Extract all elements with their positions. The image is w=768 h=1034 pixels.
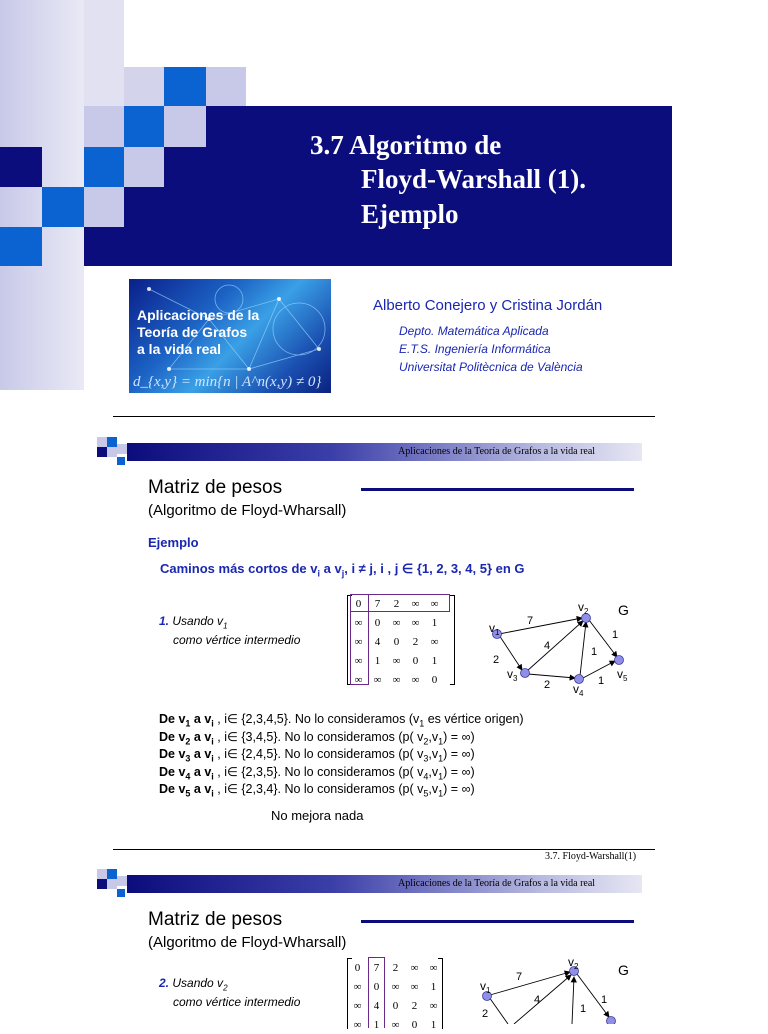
edge-v3-v2	[527, 621, 583, 671]
step-2-label	[159, 976, 300, 1010]
matrix-cell: 2	[412, 635, 419, 648]
book-cover-image	[129, 279, 331, 393]
analysis-sub: i	[211, 736, 214, 746]
analysis-sub: 1	[419, 718, 425, 729]
statement-sub: j	[341, 568, 345, 579]
analysis-line	[159, 746, 475, 764]
edge-v4-v2	[572, 977, 574, 1024]
edge-v1-v3	[499, 635, 522, 670]
slide-header: Aplicaciones de la Teoría de Grafos a la vida real	[398, 878, 596, 889]
header-decor-square	[97, 869, 107, 879]
matrix-cell: ∞	[430, 635, 439, 648]
matrix-cell: ∞	[391, 980, 400, 993]
matrix-cell: 0	[373, 980, 380, 993]
matrix-cell: 0	[374, 616, 381, 629]
step-sub: 2	[223, 983, 228, 993]
vertex-label: $v_2$	[578, 600, 589, 616]
decor-square	[124, 106, 164, 147]
matrix-cell: 0	[354, 961, 361, 974]
decor-square	[206, 67, 246, 106]
vertex-v5	[615, 656, 624, 665]
header-decor-square	[97, 879, 107, 889]
analysis-text: ) = ∞)	[443, 782, 475, 796]
matrix-cell: 4	[373, 999, 380, 1012]
analysis-line	[159, 711, 524, 729]
edge-weight: 2	[482, 1008, 489, 1020]
header-decor-square	[107, 879, 117, 889]
edge-weight: 1	[598, 675, 605, 687]
analysis-sub: 1	[438, 788, 444, 799]
vertex-v3	[521, 669, 530, 678]
analysis-sub: i	[211, 771, 214, 781]
slide-subtitle: (Algoritmo de Floyd-Wharsall)	[148, 502, 347, 519]
header-decor-square	[117, 876, 127, 886]
analysis-line	[159, 764, 475, 782]
edge-v1-v2	[490, 972, 570, 995]
matrix-cell: 7	[373, 961, 380, 974]
step-1-label	[159, 614, 300, 648]
matrix-cell: ∞	[429, 999, 438, 1012]
matrix-cell: ∞	[353, 1018, 362, 1031]
matrix-cell: 0	[392, 999, 399, 1012]
step-text: Usando v	[172, 614, 224, 628]
matrix-cell: 2	[393, 597, 400, 610]
matrix-cell: 2	[411, 999, 418, 1012]
matrix-cell: 0	[393, 635, 400, 648]
weight-matrix	[349, 594, 444, 689]
decor-square	[84, 0, 124, 106]
step-number: 1.	[159, 614, 170, 628]
decor-square	[42, 187, 84, 227]
matrix-cell: 1	[431, 616, 438, 629]
slide-header: Aplicaciones de la Teoría de Grafos a la vida real	[398, 446, 596, 457]
matrix-cell: ∞	[353, 999, 362, 1012]
analysis-text: De v	[159, 782, 186, 796]
statement-sub: i	[317, 568, 321, 579]
title-rule	[361, 920, 634, 923]
vertex-label: $v_1$	[480, 979, 491, 995]
matrix-cell: ∞	[429, 961, 438, 974]
analysis-text: De v	[159, 729, 186, 744]
affiliation-university: Universitat Politècnica de València	[399, 360, 583, 374]
matrix-cell: ∞	[411, 597, 420, 610]
vertex-label: $v_4$	[573, 682, 584, 698]
step-text: como vértice intermedio	[173, 633, 301, 648]
analysis-text: a v	[190, 729, 212, 744]
matrix-cell: ∞	[354, 673, 363, 686]
vertex-label: $v_5$	[617, 667, 628, 683]
header-decor-square	[97, 437, 107, 447]
step-text: como vértice intermedio	[173, 995, 301, 1010]
slide-title: Matriz de pesos	[148, 477, 283, 498]
header-decor-square	[107, 447, 117, 457]
edge-weight: 1	[612, 629, 619, 641]
analysis-line	[159, 729, 475, 747]
book-cover-line: Aplicaciones de la	[137, 307, 260, 323]
edge-weight: 7	[527, 615, 534, 627]
example-label: Ejemplo	[148, 535, 199, 550]
matrix-cell: ∞	[410, 961, 419, 974]
analysis-sub: 2	[185, 736, 191, 746]
analysis-text: a v	[190, 782, 212, 796]
analysis-text: , i∈ {3,4,5}. No lo consideramos (p( v	[213, 729, 424, 744]
analysis-text: a v	[190, 712, 212, 726]
matrix-cell: ∞	[354, 654, 363, 667]
vertex-label: $v_3$	[507, 667, 518, 683]
decor-square	[0, 227, 42, 266]
matrix-cell: ∞	[411, 616, 420, 629]
edge-v4-v2	[580, 622, 586, 676]
header-decor-square	[107, 437, 117, 447]
slide-footer: 3.7. Floyd-Warshall(1)	[545, 851, 637, 862]
edge-weight: 1	[601, 994, 608, 1006]
graph-name: G	[618, 962, 629, 978]
footer-divider	[113, 849, 655, 850]
decor-square	[0, 147, 42, 187]
matrix-cell: 1	[430, 980, 437, 993]
edge-weight: 4	[534, 994, 541, 1006]
slide-subtitle: (Algoritmo de Floyd-Wharsall)	[148, 934, 347, 951]
analysis-text: ) = ∞)	[443, 729, 475, 744]
decor-square	[84, 106, 124, 147]
book-cover-formula: d_{x,y} = min{n | A^n(x,y) ≠ 0}	[133, 374, 322, 390]
analysis-text: , i∈ {2,3,5}. No lo consideramos (p( v	[213, 764, 424, 779]
analysis-text: , i∈ {2,4,5}. No lo consideramos (p( v	[213, 747, 424, 761]
edge-v1-v2	[499, 618, 582, 634]
edge-v1-v3	[489, 997, 508, 1024]
header-decor-square	[97, 447, 107, 457]
analysis-sub: 1	[185, 718, 191, 729]
decor-square	[124, 147, 164, 187]
slide-divider	[113, 416, 655, 417]
analysis-text: , i∈ {2,3,4}. No lo consideramos (p( v	[213, 782, 424, 796]
header-decor-square	[117, 889, 125, 897]
slide-title-line-1: 3.7 Algoritmo de	[310, 130, 502, 160]
step-text: Usando v	[172, 976, 224, 990]
analysis-text: De v	[159, 764, 186, 779]
analysis-text: , i∈ {2,3,4,5}. No lo consideramos (v	[213, 712, 420, 726]
analysis-text: es vértice origen)	[424, 712, 524, 726]
title-banner	[84, 106, 672, 266]
analysis-sub: 3	[185, 753, 191, 764]
matrix-bracket-right	[450, 595, 455, 685]
matrix-cell: 0	[355, 597, 362, 610]
matrix-cell: ∞	[411, 673, 420, 686]
graph-name: G	[618, 602, 629, 618]
analysis-text: ) = ∞)	[443, 764, 475, 779]
analysis-sub: 4	[185, 771, 191, 781]
analysis-sub: 5	[185, 788, 191, 799]
edge-weight: 1	[591, 646, 598, 658]
analysis-sub: i	[211, 718, 214, 729]
header-decor-square	[107, 869, 117, 879]
matrix-cell: 1	[430, 1018, 437, 1031]
matrix-cell: 1	[373, 1018, 380, 1031]
analysis-text: a v	[190, 747, 212, 761]
matrix-cell: ∞	[354, 616, 363, 629]
analysis-sub: 1	[438, 753, 444, 764]
analysis-text: De v	[159, 747, 186, 761]
conclusion: No mejora nada	[271, 808, 364, 823]
matrix-cell: ∞	[353, 980, 362, 993]
book-cover-line: Teoría de Grafos	[137, 324, 248, 340]
analysis-sub: i	[211, 788, 214, 799]
statement-text: a v	[320, 561, 342, 576]
matrix-cell: 4	[374, 635, 381, 648]
slide-title-line-2: Floyd-Warshall (1).	[361, 164, 587, 194]
analysis-sub: 5	[423, 788, 429, 799]
affiliation-dept: Depto. Matemática Aplicada	[399, 324, 549, 338]
analysis-line	[159, 781, 475, 799]
decor-square	[84, 147, 124, 187]
edge-weight: 7	[516, 971, 523, 983]
graph-g	[480, 598, 640, 698]
weight-matrix	[348, 958, 443, 1034]
analysis-sub: i	[211, 753, 214, 764]
edge-weight: 1	[580, 1003, 587, 1015]
decor-square	[84, 187, 124, 227]
analysis-sub: 4	[423, 771, 429, 781]
decor-square	[124, 67, 164, 106]
slide-title: Matriz de pesos	[148, 909, 283, 930]
matrix-cell: ∞	[373, 673, 382, 686]
affiliation-school: E.T.S. Ingeniería Informática	[399, 342, 551, 356]
matrix-cell: ∞	[392, 673, 401, 686]
vertex-v5	[607, 1017, 616, 1025]
authors: Alberto Conejero y Cristina Jordán	[373, 297, 603, 314]
matrix-cell: 0	[412, 654, 419, 667]
matrix-cell: ∞	[392, 654, 401, 667]
slide-title-line-3: Ejemplo	[361, 199, 459, 229]
step-sub: 1	[223, 621, 228, 631]
edge-weight: 2	[544, 679, 551, 691]
analysis-text: ,v	[428, 729, 439, 744]
edge-weight: 2	[493, 654, 500, 666]
matrix-cell: 1	[431, 654, 438, 667]
matrix-cell: ∞	[354, 635, 363, 648]
analysis-text: ,v	[428, 747, 439, 761]
matrix-cell: 0	[411, 1018, 418, 1031]
matrix-cell: ∞	[430, 597, 439, 610]
step-number: 2.	[159, 976, 170, 990]
edge-v3-v2	[514, 975, 571, 1024]
edge-weight: 4	[544, 640, 551, 652]
analysis-sub: 1	[438, 736, 444, 746]
statement-text: Caminos más cortos de v	[160, 561, 318, 576]
matrix-cell: 0	[431, 673, 438, 686]
graph-g	[474, 957, 634, 1024]
analysis-text: ) = ∞)	[443, 747, 475, 761]
decor-square	[164, 67, 206, 106]
analysis-text: ,v	[428, 764, 439, 779]
matrix-cell: ∞	[391, 1018, 400, 1031]
decor-square	[164, 106, 206, 147]
vertex-label: $v_1$	[489, 621, 500, 637]
analysis-text: a v	[190, 764, 212, 779]
shortest-paths-statement	[160, 561, 525, 579]
analysis-text: De v	[159, 712, 186, 726]
matrix-cell: 2	[392, 961, 399, 974]
analysis-sub: 1	[438, 771, 444, 781]
header-decor-square	[117, 457, 125, 465]
edge-v3-v4	[528, 674, 575, 678]
book-cover-title	[137, 307, 259, 358]
analysis-sub: 2	[423, 736, 429, 746]
matrix-cell: 7	[374, 597, 381, 610]
statement-text: , i ≠ j, i , j ∈ {1, 2, 3, 4, 5} en G	[344, 561, 525, 576]
book-cover-line: a la vida real	[137, 341, 222, 357]
matrix-cell: ∞	[410, 980, 419, 993]
matrix-cell: 1	[374, 654, 381, 667]
vertex-label: $v_2$	[568, 957, 579, 971]
header-decor-square	[117, 444, 127, 454]
analysis-sub: 3	[423, 753, 429, 764]
title-rule	[361, 488, 634, 491]
analysis-text: ,v	[428, 782, 439, 796]
matrix-cell: ∞	[392, 616, 401, 629]
